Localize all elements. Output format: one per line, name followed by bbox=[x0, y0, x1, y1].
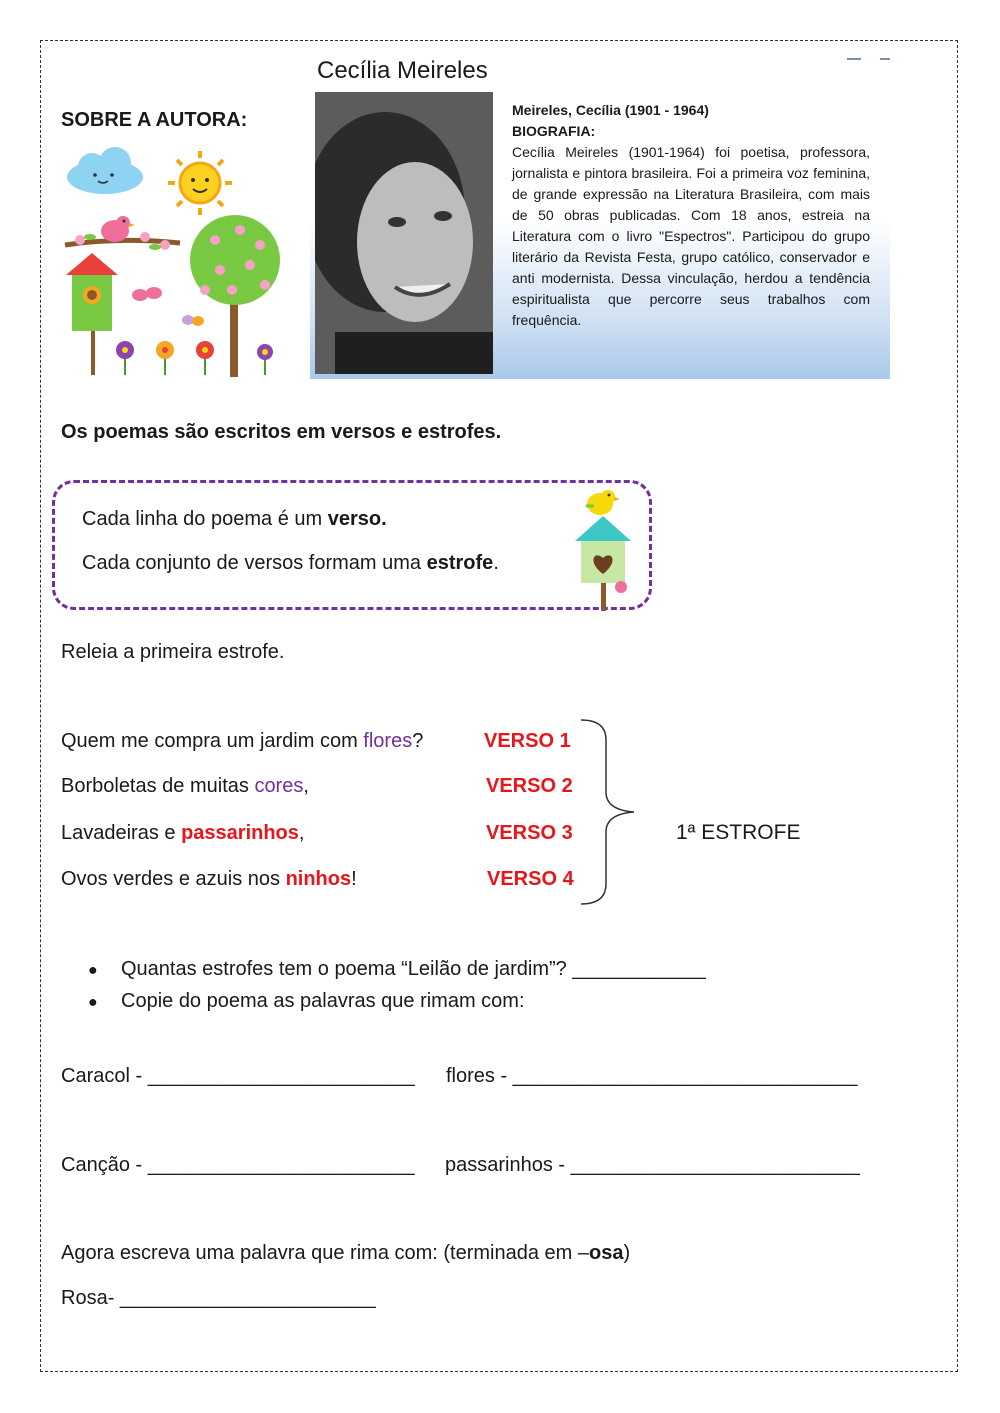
verse-text: Quem me compra um jardim com bbox=[61, 730, 364, 752]
author-photo bbox=[315, 92, 493, 374]
cloud-icon bbox=[67, 147, 143, 194]
rhyme-flores-field[interactable]: flores - _______________________________ bbox=[446, 1065, 858, 1087]
butterfly-icon bbox=[132, 287, 204, 326]
about-author-heading: SOBRE A AUTORA: bbox=[61, 109, 248, 131]
definition-verse-term: verso. bbox=[327, 508, 387, 530]
question-copy-rhymes: Copie do poema as palavras que rimam com: bbox=[121, 990, 525, 1012]
bio-heading: BIOGRAFIA: bbox=[512, 123, 596, 139]
bio-name-dates: Meireles, Cecília (1901 - 1964) bbox=[512, 102, 709, 118]
final-prompt-close: ) bbox=[623, 1242, 631, 1264]
bullet-icon: ● bbox=[88, 962, 98, 979]
definition-stanza bbox=[82, 551, 499, 575]
question-item bbox=[88, 957, 98, 983]
reread-instruction: Releia a primeira estrofe. bbox=[61, 641, 285, 663]
final-prompt-suffix: osa bbox=[589, 1242, 624, 1264]
sun-icon bbox=[168, 151, 232, 215]
bio-paragraph: Cecília Meireles (1901-1964) foi poetisa, professora, jornalista e pintora brasileira. Foi a primeira voz feminina, de grande expressão na Literatura Brasileira, com mais de 50 obras publicadas. Com 18 anos, estreia na Literatura com o livro "Espectros". Participou do grupo literário da Revista Festa, grupo católico, conservador e anti modernista. Dessa vinculação, herdou a tendência espiritualista que percorre seus trabalhos com frequência. bbox=[512, 144, 870, 328]
stanza-label: 1ª ESTROFE bbox=[676, 821, 801, 844]
definition-stanza-punct: . bbox=[493, 552, 499, 574]
birdhouse-bird-icon bbox=[572, 486, 634, 612]
definition-verse-text: Cada linha do poema é um bbox=[82, 508, 328, 530]
verse-rhyme-word: passarinhos bbox=[181, 822, 299, 844]
intro-statement: Os poemas são escritos em versos e estrofes. bbox=[61, 421, 502, 443]
final-prompt bbox=[61, 1241, 630, 1265]
header-mark bbox=[880, 58, 890, 60]
page-title: Cecília Meireles bbox=[317, 57, 488, 84]
verse-punct: ? bbox=[412, 730, 424, 752]
verse-line bbox=[61, 774, 309, 798]
verse-punct: ! bbox=[351, 868, 357, 890]
verse-text: Lavadeiras e bbox=[61, 822, 182, 844]
verse-tag: VERSO 2 bbox=[486, 775, 573, 797]
portrait-image bbox=[315, 92, 493, 374]
biography-text-block bbox=[512, 100, 870, 331]
bullet-icon: ● bbox=[88, 994, 98, 1011]
definition-box bbox=[52, 480, 652, 610]
verse-line bbox=[61, 729, 423, 753]
verse-line bbox=[61, 867, 357, 891]
header-mark bbox=[847, 58, 861, 60]
rhyme-rosa-field[interactable]: Rosa- _______________________ bbox=[61, 1287, 376, 1309]
verse-rhyme-word: ninhos bbox=[285, 868, 352, 890]
spring-illustration bbox=[60, 145, 290, 380]
rhyme-passarinhos-field[interactable]: passarinhos - __________________________ bbox=[445, 1154, 860, 1176]
final-prompt-text: Agora escreva uma palavra que rima com: (terminada em – bbox=[61, 1242, 590, 1264]
rhyme-caracol-field[interactable]: Caracol - ________________________ bbox=[61, 1065, 415, 1087]
rhyme-cancao-field[interactable]: Canção - ________________________ bbox=[61, 1154, 415, 1176]
verse-punct: , bbox=[303, 775, 309, 797]
verse-text: Borboletas de muitas bbox=[61, 775, 255, 797]
definition-stanza-term: estrofe bbox=[426, 552, 494, 574]
definition-stanza-text: Cada conjunto de versos formam uma bbox=[82, 552, 427, 574]
question-stanza-count: Quantas estrofes tem o poema “Leilão de jardim”? ____________ bbox=[121, 958, 706, 980]
verse-line bbox=[61, 821, 304, 845]
verse-punct: , bbox=[298, 822, 305, 844]
birdhouse-icon bbox=[66, 253, 118, 375]
verse-tag: VERSO 1 bbox=[484, 730, 571, 752]
flowers-icon bbox=[116, 341, 273, 375]
verse-text: Ovos verdes e azuis nos bbox=[61, 868, 286, 890]
verse-rhyme-word: cores bbox=[254, 775, 304, 797]
definition-verse bbox=[82, 507, 387, 531]
verse-tag: VERSO 3 bbox=[486, 822, 573, 844]
question-item bbox=[88, 989, 98, 1015]
verse-rhyme-word: flores bbox=[363, 730, 413, 752]
right-brace-icon bbox=[578, 718, 640, 906]
verse-tag: VERSO 4 bbox=[487, 868, 574, 890]
